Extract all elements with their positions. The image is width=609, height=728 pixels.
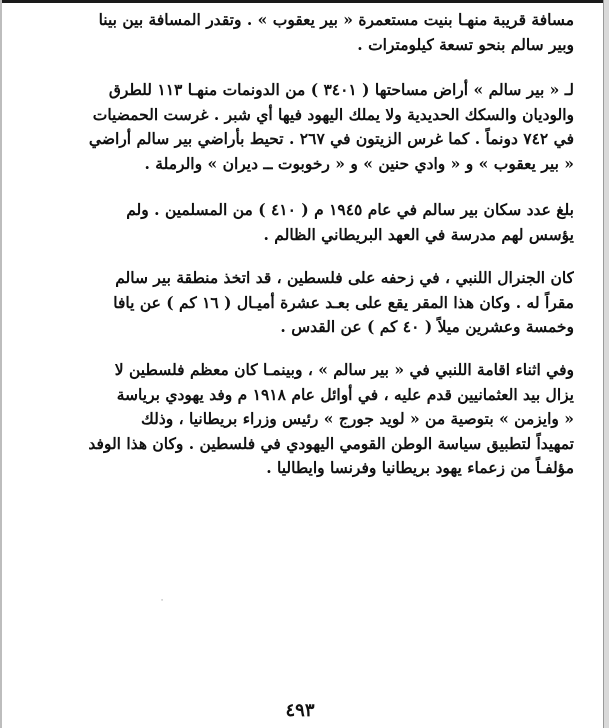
paragraph-5 (30, 358, 574, 481)
text-line: لـ « بير سالم » أراض مساحتها ( ٣٤٠١ ) من الدونمات منهـا ١١٣ للطرق (108, 80, 574, 99)
text-line: وخمسة وعشرين ميلاً ( ٤٠ كم ) عن القدس . (280, 317, 574, 336)
window-left-border (0, 0, 2, 728)
paragraph-4 (30, 266, 574, 340)
paragraph-1 (30, 8, 574, 57)
text-line: كان الجنرال اللنبي ، في زحفه على فلسطين ، قد اتخذ منطقة بير سالم (115, 268, 574, 287)
text-line: تمهيداً لتطبيق سياسة الوطن القومي اليهودي في فلسطين . وكان هذا الوفد (88, 433, 574, 453)
text-line: والوديان والسكك الحديدية ولا يملك اليهود فيها أي شبر . غرست الحمضيات (92, 104, 574, 124)
page-number: ٤٩٣ (285, 700, 315, 721)
paragraph-2 (30, 78, 574, 176)
text-line: « بير يعقوب » و « وادي حنين » و « رخوبوت ــ ديران » والرملة . (144, 153, 574, 173)
window-scrollbar-edge[interactable] (603, 0, 609, 728)
text-line: في ٧٤٢ دونماً . كما غرس الزيتون في ٢٦٧ . تحيط بأراضي بير سالم أراضي (88, 129, 574, 148)
text-line: مقراً له . وكان هذا المقر يقع على بعـد عشرة أميـال ( ١٦ كم ) عن يافا (113, 292, 574, 312)
window-top-border (0, 0, 609, 3)
text-line: وبير سالم بنحو تسعة كيلومترات . (357, 34, 574, 54)
text-line: يزال بيد العثمانيين قدم عليه ، في أوائل عام ١٩١٨ م وفد يهودي برياسة (116, 384, 574, 404)
text-line: بلغ عدد سكان بير سالم في عام ١٩٤٥ م ( ٤١٠ ) من المسلمين . ولم (126, 200, 574, 219)
text-line: « وايزمن » بتوصية من « لويد جورج » رئيس وزراء بريطانيا ، وذلك (141, 409, 574, 428)
paragraph-3 (30, 198, 574, 247)
text-line: مسافة قريبة منهـا بنيت مستعمرة « بير يعقوب » . وتقدر المسافة بين بينا (98, 10, 574, 29)
text-line: وفي اثناء اقامة اللنبي في « بير سالم » ، وبينمـا كان معظم فلسطين لا (114, 360, 574, 379)
stray-mark: · (160, 596, 164, 606)
text-line: مؤلفـاً من زعماء يهود بريطانيا وفرنسا وايطاليا . (266, 458, 574, 477)
text-line: يؤسس لهم مدرسة في العهد البريطاني الظالم . (263, 224, 574, 244)
